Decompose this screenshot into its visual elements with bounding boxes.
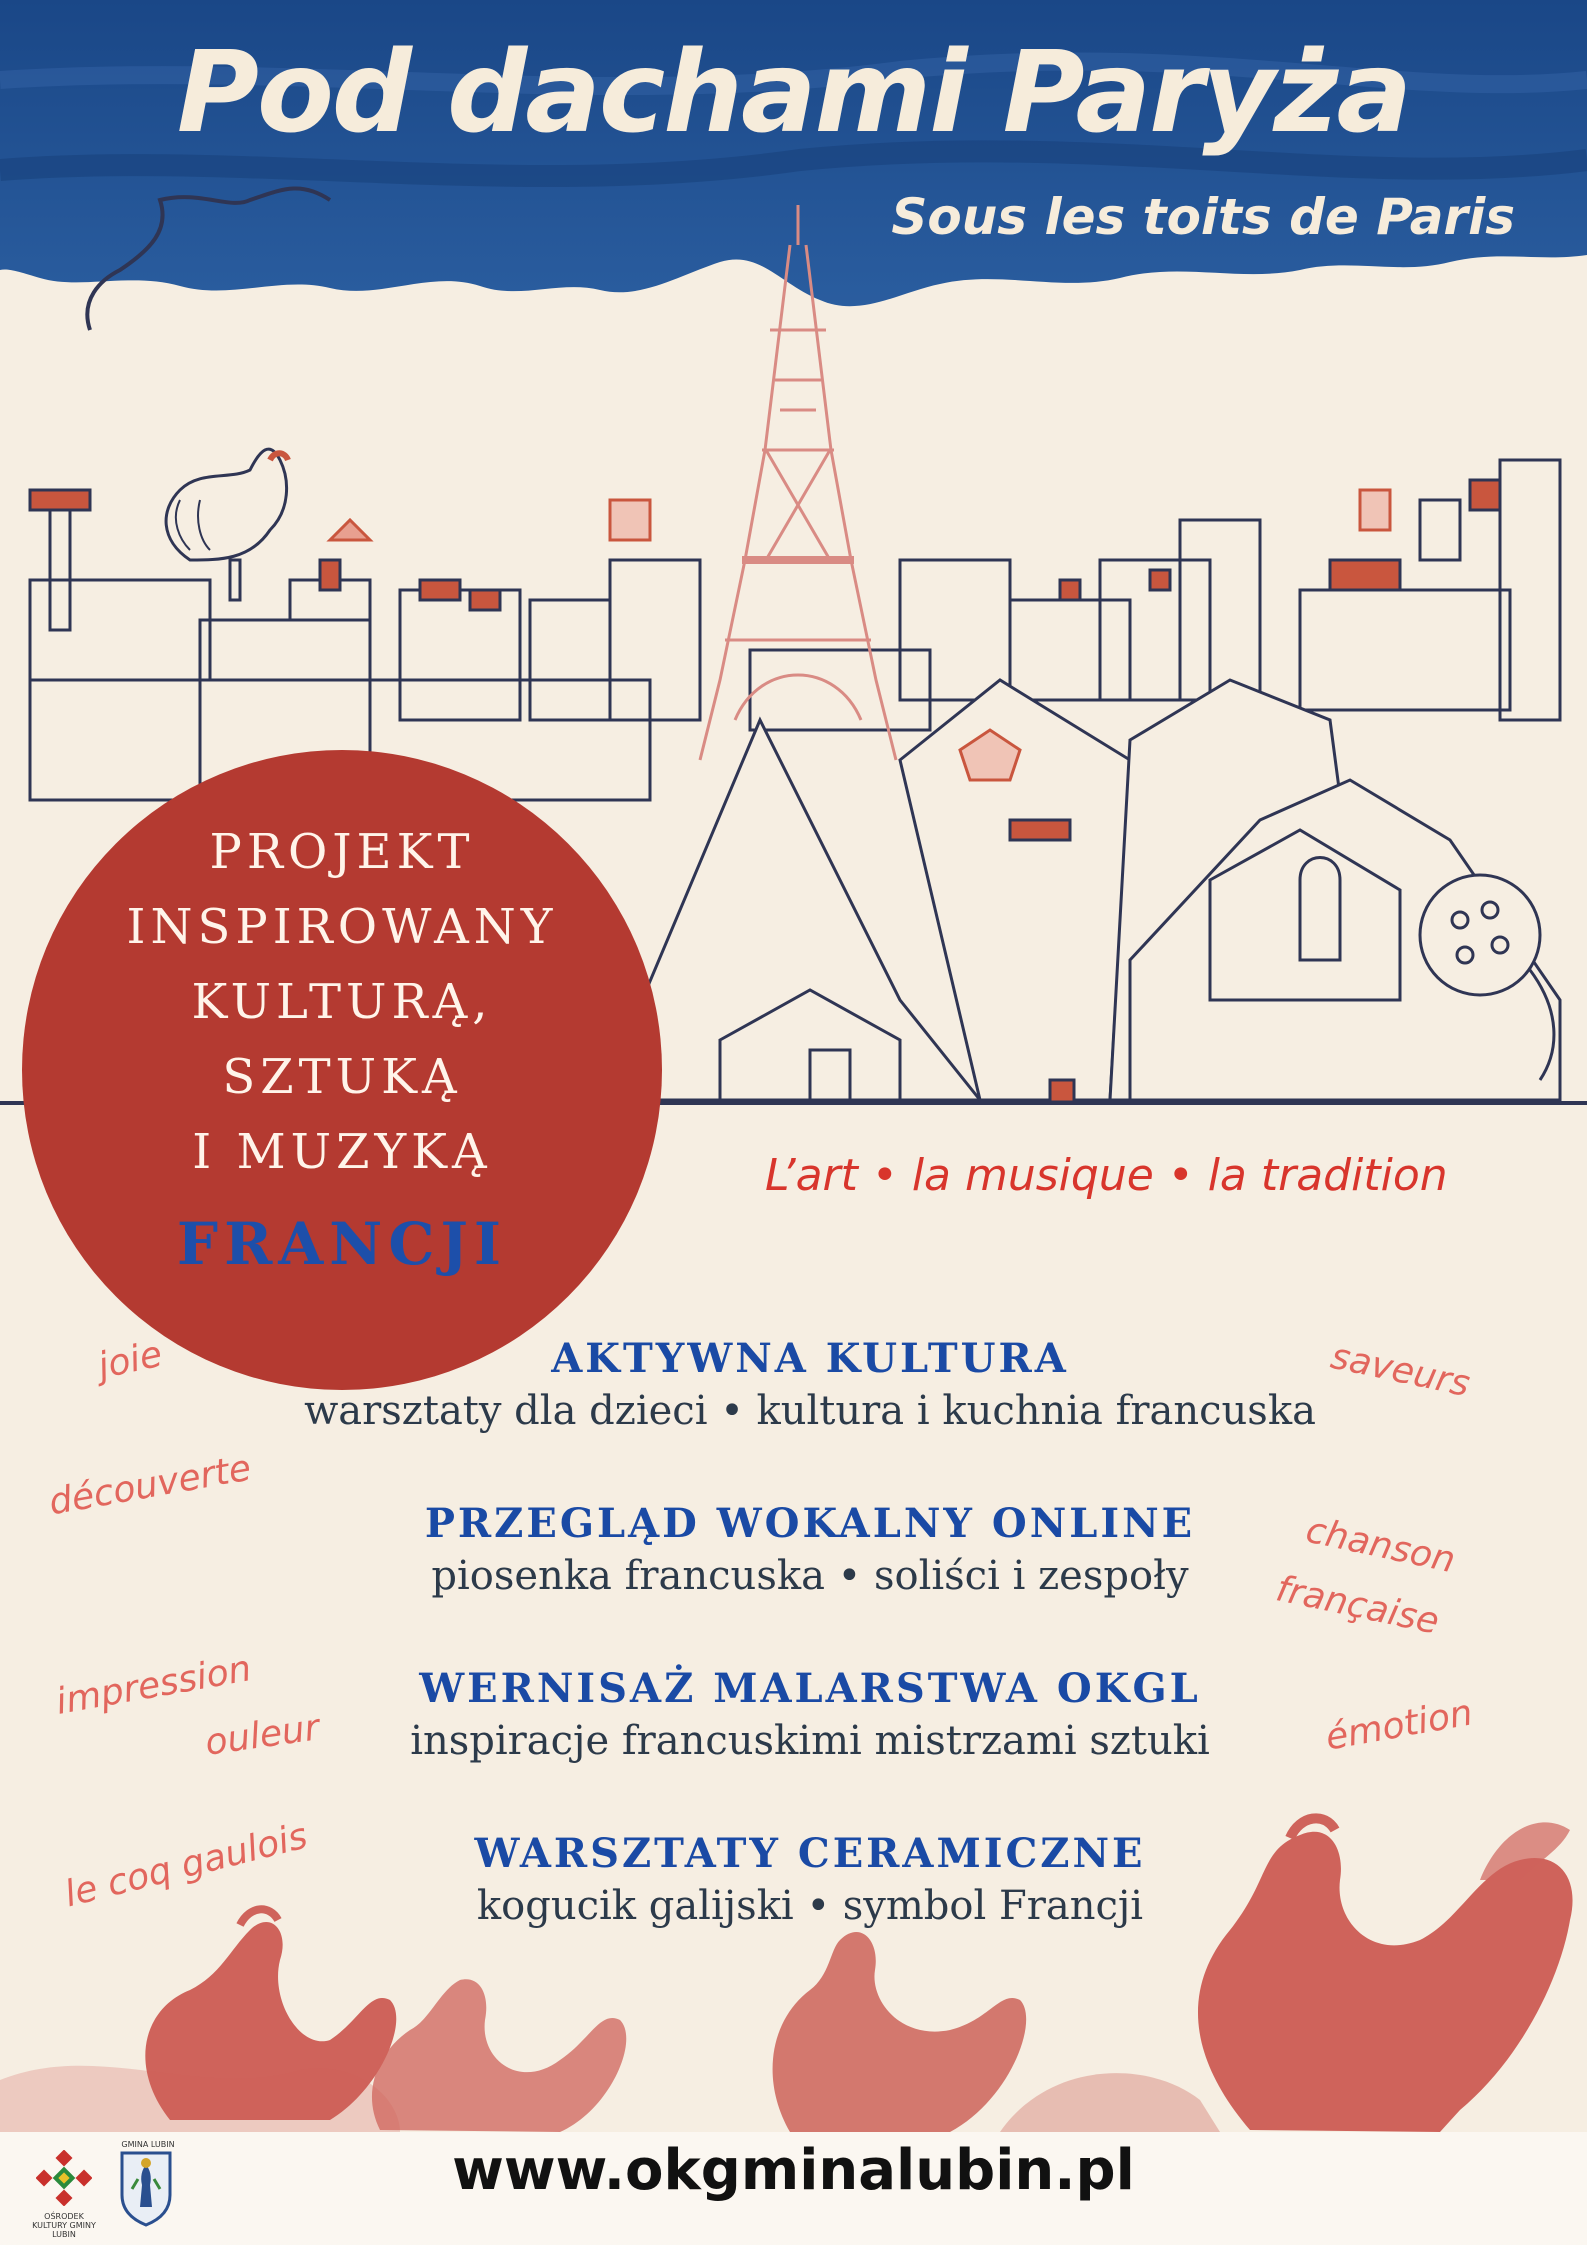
circle-line: INSPIROWANY	[126, 899, 558, 955]
activity-desc: warsztaty dla dzieci • kultura i kuchnia francuska	[304, 1388, 1316, 1434]
circle-line: KULTURĄ,	[191, 974, 493, 1030]
decor-word: française	[1272, 1568, 1443, 1643]
activity-title: WERNISAŻ MALARSTWA OKGL	[419, 1665, 1201, 1712]
activity-desc: kogucik galijski • symbol Francji	[476, 1883, 1144, 1929]
activity-title: PRZEGLĄD WOKALNY ONLINE	[424, 1500, 1196, 1547]
decor-word: ouleur	[202, 1707, 322, 1764]
activity-item	[230, 1500, 1390, 1599]
circle-line: I MUZYKĄ	[192, 1124, 492, 1180]
circle-text	[22, 815, 662, 1190]
decor-word: impression	[52, 1648, 255, 1723]
website-url: www.okgminalubin.pl	[452, 2138, 1135, 2203]
decor-word: joie	[94, 1333, 166, 1388]
decor-word: découverte	[45, 1447, 255, 1524]
activity-desc: piosenka francuska • soliści i zespoły	[431, 1553, 1189, 1599]
gmina-logo-text: GMINA LUBIN	[121, 2140, 175, 2149]
gmina-lubin-logo	[118, 2140, 178, 2231]
tagline: L’art • la musique • la tradition	[765, 1150, 1448, 1201]
circle-highlight: FRANCJI	[176, 1210, 508, 1278]
roosters-illustration	[0, 1770, 1587, 2170]
page-title: Pod dachami Paryża	[176, 28, 1411, 158]
decor-word: émotion	[1322, 1692, 1476, 1759]
okgl-logo-icon	[36, 2150, 92, 2206]
coat-of-arms-icon	[118, 2149, 174, 2227]
activity-title: AKTYWNA KULTURA	[551, 1335, 1069, 1382]
circle-line: SZTUKĄ	[222, 1049, 462, 1105]
decor-word: le coq gaulois	[60, 1815, 312, 1916]
page-subtitle: Sous les toits de Paris	[891, 188, 1515, 246]
okgl-logo	[32, 2150, 99, 2239]
decor-word: saveurs	[1327, 1335, 1474, 1406]
activity-item	[230, 1665, 1390, 1764]
decor-word: chanson	[1302, 1509, 1459, 1582]
activity-title: WARSZTATY CERAMICZNE	[474, 1830, 1146, 1877]
activity-desc: inspiracje francuskimi mistrzami sztuki	[410, 1718, 1210, 1764]
circle-line: PROJEKT	[209, 824, 475, 880]
okgl-logo-text: OŚRODEK KULTURY GMINY LUBIN	[32, 2212, 96, 2239]
activity-item	[230, 1335, 1390, 1434]
